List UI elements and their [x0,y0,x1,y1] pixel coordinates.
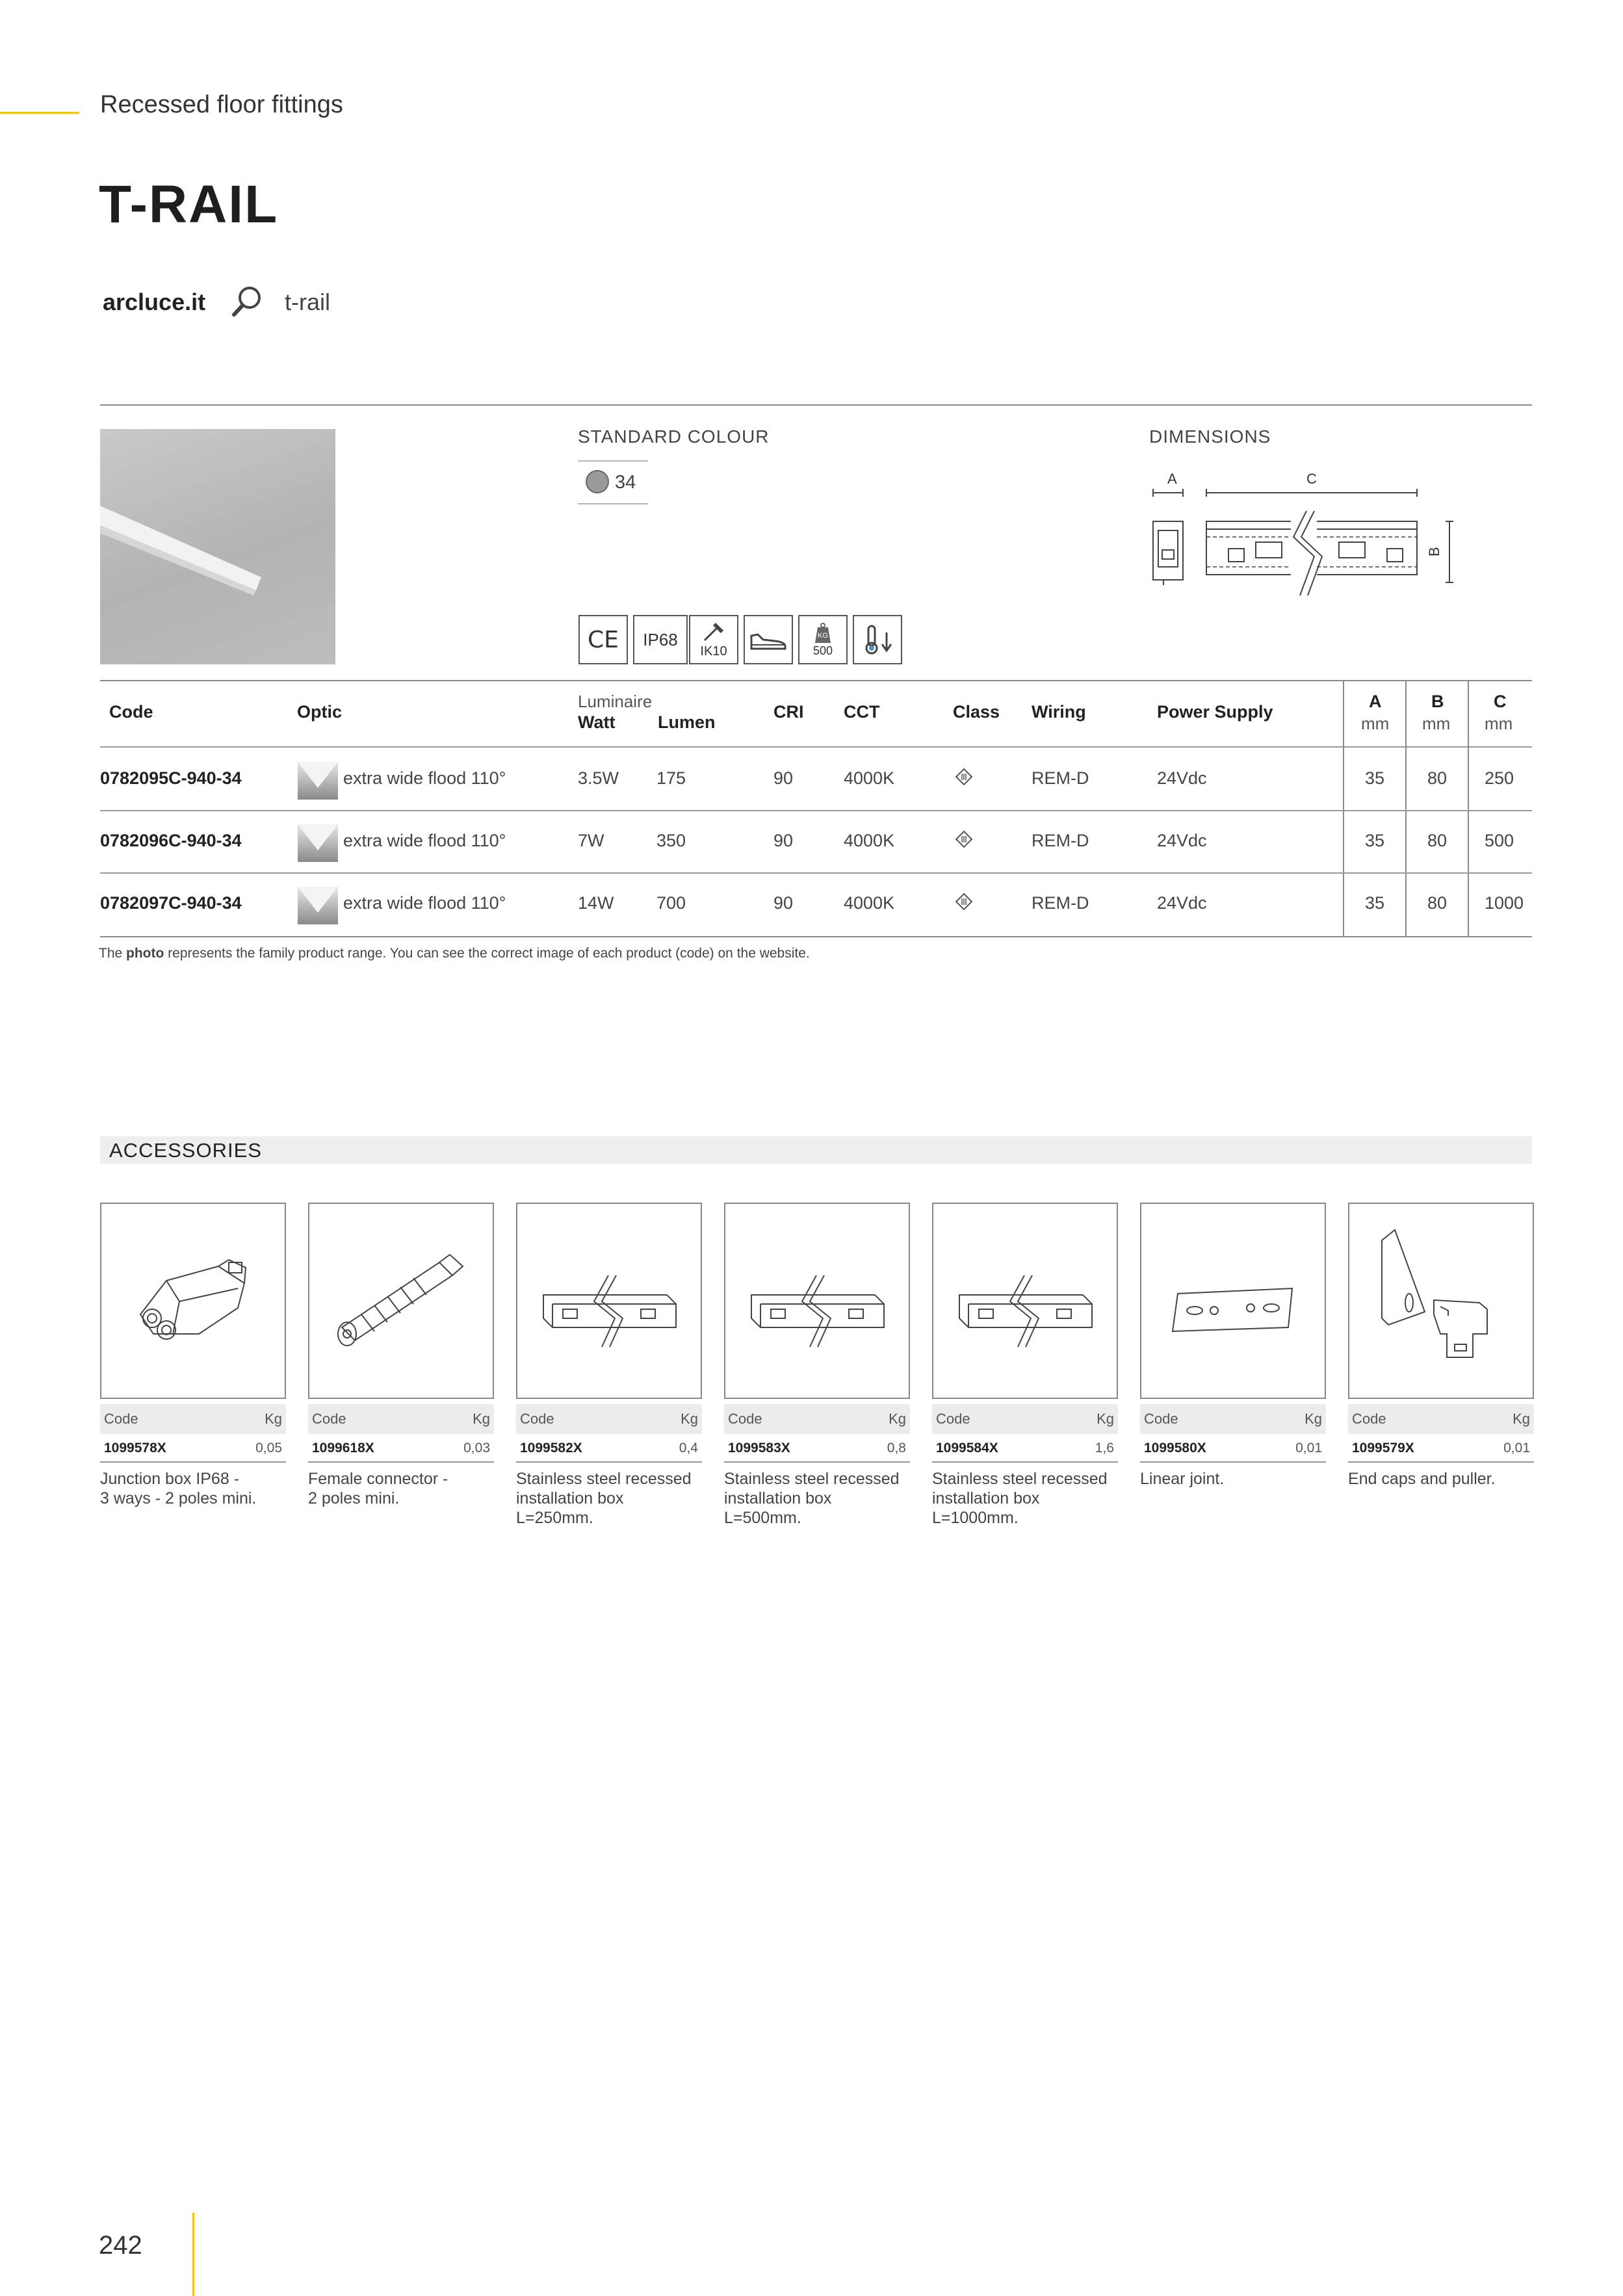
accessory-code-bar [1140,1404,1326,1434]
col-wiring: Wiring [1032,702,1086,722]
colour-code: 34 [615,472,636,493]
row-power: 24Vdc [1157,768,1207,788]
row-cri: 90 [773,831,794,850]
load-500-icon [798,615,848,664]
junction-box-icon [101,1204,285,1398]
accessory-image-junction-box[interactable] [100,1203,286,1399]
search-term[interactable]: t-rail [285,289,330,315]
table-top-rule [100,680,1532,681]
accessory-code[interactable]: 1099583X [728,1441,790,1455]
accessory-desc [932,1463,1118,1528]
accessory-code-bar [932,1404,1118,1434]
thermometer-icon [859,623,896,656]
install-box-icon [725,1204,909,1398]
table-bottom-rule [100,936,1532,937]
colour-swatch-icon [585,469,610,494]
col-code: Code [109,702,153,722]
ip68-text: IP68 [643,629,678,649]
dim-c-text: C [1306,472,1317,487]
accessory-desc-line: Junction box IP68 - [100,1470,240,1488]
dimensions-drawing [1144,472,1462,608]
row-cri: 90 [773,893,794,913]
col-power-supply: Power Supply [1157,702,1273,722]
install-box-icon [517,1204,701,1398]
col-lumen: Lumen [658,712,716,732]
optic-icon [298,824,338,862]
col-b: B [1431,692,1444,711]
accessory-kg: 0,05 [255,1441,282,1455]
row-watt: 3.5W [578,768,619,788]
row-code: 0782095C-940-34 [100,768,242,788]
row-cri: 90 [773,768,794,788]
site-name[interactable]: arcluce.it [103,289,206,315]
colour-bottom-line [578,503,648,504]
row-optic: extra wide flood 110° [343,768,506,788]
header-accent-line [0,112,79,114]
col-cct: CCT [844,702,880,722]
accessory-code[interactable]: 1099618X [312,1441,374,1455]
accessory-desc [516,1463,702,1528]
code-label: Code [936,1411,970,1427]
kg-label: Kg [681,1411,698,1427]
dim-b-text: B [1426,547,1442,556]
accessory-desc-line: 2 poles mini. [308,1489,400,1507]
row-optic: extra wide flood 110° [343,831,506,850]
row-c: 1000 [1485,893,1524,913]
accessory-code-bar [100,1404,286,1434]
weight-icon [810,622,836,644]
accessory-desc [308,1463,494,1508]
product-photo [100,429,335,664]
row-b: 80 [1427,831,1448,850]
accessory-item [308,1404,494,1508]
kg-label: Kg [1305,1411,1322,1427]
linear-joint-icon [1141,1204,1325,1398]
accessory-image-install-box-500[interactable] [724,1203,910,1399]
accessory-item [100,1404,286,1508]
row-wiring: REM-D [1032,893,1089,913]
row-c: 500 [1485,831,1514,850]
col-luminaire: Luminaire [578,692,653,711]
col-watt: Watt [578,712,616,732]
accessory-item [1348,1404,1534,1489]
ce-mark-icon [578,615,628,664]
top-rule [100,404,1532,406]
footer-accent-line [192,2213,194,2296]
page-number: 242 [99,2231,142,2260]
class-iii-icon [954,829,974,849]
code-label: Code [1144,1411,1178,1427]
col-c-unit: mm [1485,714,1513,733]
accessory-kg: 0,8 [887,1441,906,1455]
accessory-image-install-box-250[interactable] [516,1203,702,1399]
optic-icon [298,887,338,924]
accessory-image-female-connector[interactable] [308,1203,494,1399]
row-b: 80 [1427,768,1448,788]
accessory-kg: 0,4 [679,1441,698,1455]
row-lumen: 350 [656,831,686,850]
row-optic: extra wide flood 110° [343,893,506,913]
col-b-unit: mm [1422,714,1451,733]
accessory-kg: 1,6 [1095,1441,1114,1455]
kg-text: KG [818,631,828,640]
ik10-text: IK10 [700,644,727,659]
end-caps-icon [1349,1204,1533,1398]
row-lumen: 700 [656,893,686,913]
dimensions-label: DIMENSIONS [1149,426,1271,447]
accessory-code-bar [724,1404,910,1434]
col-a-unit: mm [1361,714,1390,733]
col-class: Class [953,702,1000,722]
accessory-desc-line: Stainless steel recessed [932,1470,1108,1488]
rail-profile-icon [100,429,335,664]
accessory-desc-line: Female connector - [308,1470,448,1488]
note-post: represents the family product range. You can see the correct image of each product (code) on the website. [164,946,810,961]
accessories-title: ACCESSORIES [109,1139,262,1162]
code-label: Code [1352,1411,1386,1427]
note-pre: The [99,946,127,961]
dim-a-text: A [1167,472,1177,487]
accessory-image-end-caps[interactable] [1348,1203,1534,1399]
page-title: T-RAIL [99,175,279,234]
accessory-code[interactable]: 1099582X [520,1441,582,1455]
ik10-icon [689,615,738,664]
code-label: Code [520,1411,554,1427]
colour-top-line [578,460,648,462]
kg-label: Kg [1097,1411,1114,1427]
row-a: 35 [1365,831,1385,850]
ip68-icon [633,615,688,664]
accessory-item [516,1404,702,1528]
table-row [100,874,1532,936]
row-watt: 14W [578,893,614,913]
accessory-image-install-box-1000[interactable] [932,1203,1118,1399]
row-a: 35 [1365,893,1385,913]
section-label: Recessed floor fittings [100,91,343,118]
accessory-desc-line: L=500mm. [724,1509,801,1527]
accessory-code[interactable]: 1099579X [1352,1441,1414,1455]
code-label: Code [104,1411,138,1427]
accessory-desc [100,1463,286,1508]
accessory-desc [1348,1463,1534,1489]
row-cct: 4000K [844,831,895,850]
row-wiring: REM-D [1032,831,1089,850]
row-code: 0782096C-940-34 [100,831,242,850]
female-connector-icon [309,1204,493,1398]
table-row [100,811,1532,874]
accessory-kg: 0,01 [1503,1441,1530,1455]
accessory-code-bar [308,1404,494,1434]
accessory-item [724,1404,910,1528]
search-icon[interactable] [229,283,265,320]
col-cri: CRI [773,702,804,722]
standard-colour-label: STANDARD COLOUR [578,426,770,447]
accessory-code[interactable]: 1099584X [936,1441,998,1455]
row-cct: 4000K [844,768,895,788]
accessory-desc-line: L=250mm. [516,1509,593,1527]
col-optic: Optic [297,702,343,722]
accessory-desc-line: Stainless steel recessed [724,1470,900,1488]
ce-mark-text: CE [588,626,619,653]
photo-note [99,946,810,961]
accessory-kg: 0,01 [1295,1441,1322,1455]
class-iii-icon [954,892,974,911]
class-iii-icon [954,767,974,787]
accessory-desc-line: L=1000mm. [932,1509,1019,1527]
row-cct: 4000K [844,893,895,913]
code-label: Code [312,1411,346,1427]
accessory-desc-line: 3 ways - 2 poles mini. [100,1489,257,1507]
accessory-desc-line: installation box [724,1489,832,1507]
hammer-icon [701,621,727,644]
optic-icon [298,762,338,800]
accessory-desc [1140,1463,1326,1489]
accessory-code-bar [516,1404,702,1434]
accessory-desc-line: End caps and puller. [1348,1470,1496,1488]
row-lumen: 175 [656,768,686,788]
col-a: A [1369,692,1382,711]
install-box-icon [933,1204,1117,1398]
row-a: 35 [1365,768,1385,788]
row-code: 0782097C-940-34 [100,893,242,913]
accessory-code[interactable]: 1099578X [104,1441,166,1455]
temperature-icon [853,615,902,664]
row-power: 24Vdc [1157,893,1207,913]
row-c: 250 [1485,768,1514,788]
kg-label: Kg [265,1411,282,1427]
accessory-code-bar [1348,1404,1534,1434]
accessory-desc-line: installation box [516,1489,624,1507]
row-b: 80 [1427,893,1448,913]
accessory-code[interactable]: 1099580X [1144,1441,1206,1455]
accessory-desc-line: Linear joint. [1140,1470,1225,1488]
table-row [100,748,1532,810]
row-wiring: REM-D [1032,768,1089,788]
shoe-icon [749,627,788,653]
kg-label: Kg [473,1411,490,1427]
accessory-desc [724,1463,910,1528]
code-label: Code [728,1411,762,1427]
kg-label: Kg [1513,1411,1530,1427]
accessory-item [1140,1404,1326,1489]
accessory-image-linear-joint[interactable] [1140,1203,1326,1399]
load-500-text: 500 [812,644,833,657]
note-bold: photo [126,946,164,961]
accessory-item [932,1404,1118,1528]
row-power: 24Vdc [1157,831,1207,850]
accessory-desc-line: Stainless steel recessed [516,1470,692,1488]
accessory-desc-line: installation box [932,1489,1040,1507]
accessories-header [100,1136,1532,1164]
accessory-kg: 0,03 [463,1441,490,1455]
walkover-icon [744,615,793,664]
col-c: C [1494,692,1507,711]
kg-label: Kg [889,1411,906,1427]
row-watt: 7W [578,831,604,850]
